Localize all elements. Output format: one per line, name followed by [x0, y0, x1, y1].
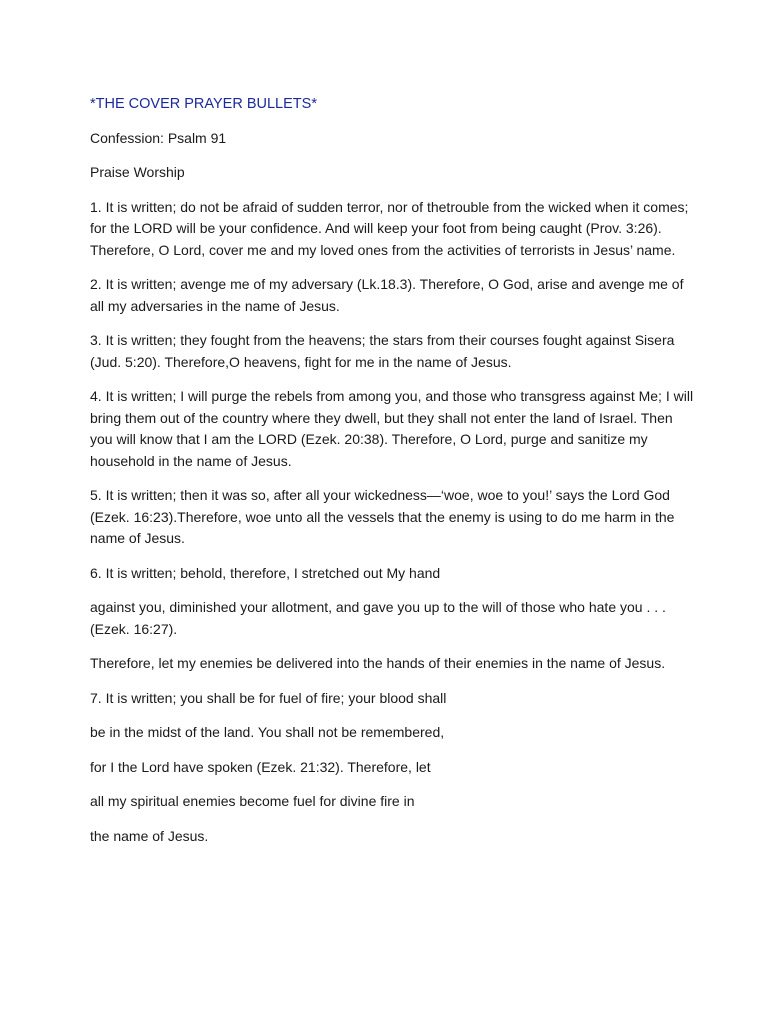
paragraph-bullet-6-line-2: against you, diminished your allotment, and gave you up to the will of those who hate you . . . (Ezek. 16:27). — [90, 599, 666, 637]
paragraph-praise-worship: Praise Worship — [90, 164, 185, 180]
paragraph-bullet-7-line-1: 7. It is written; you shall be for fuel of fire; your blood shall — [90, 689, 447, 706]
document-title: *THE COVER PRAYER BULLETS* — [90, 96, 317, 112]
paragraph-bullet-7-line-4: all my spiritual enemies become fuel for divine fire in — [90, 793, 415, 809]
paragraph-confession: Confession: Psalm 91 — [90, 129, 227, 146]
paragraph-bullet-2: 2. It is written; avenge me of my adversary (Lk.18.3). Therefore, O God, arise and avenge me of all my adversaries in the name of Jesus. — [90, 276, 684, 314]
paragraph-bullet-7-line-3: for I the Lord have spoken (Ezek. 21:32). Therefore, let — [90, 758, 431, 775]
paragraph-bullet-5: 5. It is written; then it was so, after all your wickedness—‘woe, woe to you!’ says the Lord God (Ezek. 16:23).Therefore, woe unto all the vessels that the enemy is using to do me harm in the name of Jesus. — [90, 487, 675, 546]
paragraph-bullet-3: 3. It is written; they fought from the heavens; the stars from their courses fought against Sisera (Jud. 5:20). Therefore,O heavens, fight for me in the name of Jesus. — [90, 332, 675, 370]
paragraph-bullet-7-line-5: the name of Jesus. — [90, 827, 209, 844]
paragraph-bullet-4: 4. It is written; I will purge the rebels from among you, and those who transgress against Me; I will bring them out of the country where they dwell, but they shall not enter the land of Israel. Then you will know that I am the LORD (Ezek. 20:38). Therefore, O Lord, purge and sanitize my household in the name of Jesus. — [90, 388, 694, 469]
paragraph-bullet-6-line-1: 6. It is written; behold, therefore, I stretched out My hand — [90, 564, 441, 581]
paragraph-bullet-1: 1. It is written; do not be afraid of sudden terror, nor of thetrouble from the wicked when it comes; for the LORD will be your confidence. And will keep your foot from being caught (Prov. 3:26). Therefore, O Lord, cover me and my loved ones from the activities of terrorists in Jesus’ name. — [90, 198, 689, 258]
paragraph-bullet-6-therefore: Therefore, let my enemies be delivered into the hands of their enemies in the name of Jesus. — [90, 655, 666, 671]
paragraph-bullet-7-line-2: be in the midst of the land. You shall not be remembered, — [90, 724, 445, 740]
